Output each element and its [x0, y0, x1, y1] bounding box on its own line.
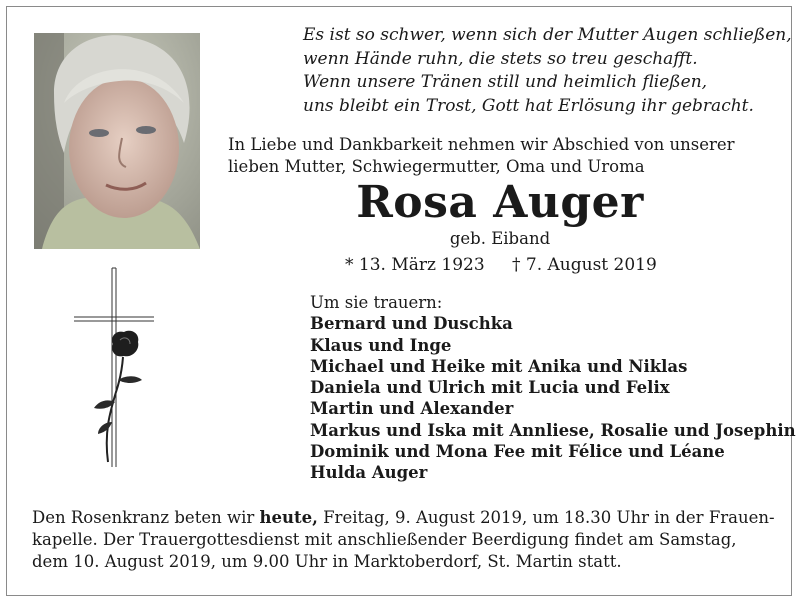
mourner-family: Daniela und Ulrich mit Lucia und Felix: [310, 378, 670, 398]
mourner-family: Martin und Alexander: [310, 399, 514, 419]
deceased-name: Rosa Auger: [356, 177, 644, 228]
service-text: Freitag, 9. August 2019, um 18.30 Uhr in der Frauen-: [317, 508, 775, 527]
mourner-family: Bernard und Duschka: [310, 314, 513, 334]
poem-line: Wenn unsere Tränen still und heimlich fließen,: [303, 72, 708, 92]
service-details: [32, 507, 775, 573]
service-line-2: kapelle. Der Trauergottesdienst mit anschließender Beerdigung findet am Samstag,: [32, 530, 737, 549]
intro-line: lieben Mutter, Schwiegermutter, Oma und Uroma: [228, 157, 645, 176]
intro-text: [228, 134, 788, 178]
mourners-heading: Um sie trauern:: [310, 293, 443, 312]
cross-with-rose-icon: [68, 262, 158, 472]
mourner-family: Dominik und Mona Fee mit Félice und Léane: [310, 442, 725, 462]
mourner-family: Michael und Heike mit Anika und Niklas: [310, 356, 688, 376]
mourner-family: Hulda Auger: [310, 463, 428, 483]
service-text: Den Rosenkranz beten wir: [32, 508, 260, 527]
service-emphasis: heute,: [259, 508, 318, 527]
service-line-1: [32, 507, 775, 529]
mourner-family: Markus und Iska mit Annliese, Rosalie und Josephin: [310, 420, 796, 440]
poem-line: uns bleibt ein Trost, Gott hat Erlösung ihr gebracht.: [303, 95, 754, 116]
mourners-list: [310, 292, 796, 484]
portrait-image: [34, 33, 200, 249]
mourner-family: Klaus und Inge: [310, 335, 452, 355]
service-line-3: dem 10. August 2019, um 9.00 Uhr in Marktoberdorf, St. Martin statt.: [32, 552, 622, 571]
poem-verse: [303, 24, 792, 118]
poem-line: Es ist so schwer, wenn sich der Mutter Augen schließen,: [303, 25, 792, 45]
death-date: † 7. August 2019: [512, 255, 657, 275]
poem-line: wenn Hände ruhn, die stets so treu geschafft.: [303, 48, 698, 69]
birth-date: * 13. März 1923: [345, 255, 485, 275]
maiden-name: geb. Eiband: [449, 229, 551, 248]
intro-line: In Liebe und Dankbarkeit nehmen wir Abschied von unserer: [228, 135, 735, 154]
portrait-photo: [34, 33, 200, 249]
